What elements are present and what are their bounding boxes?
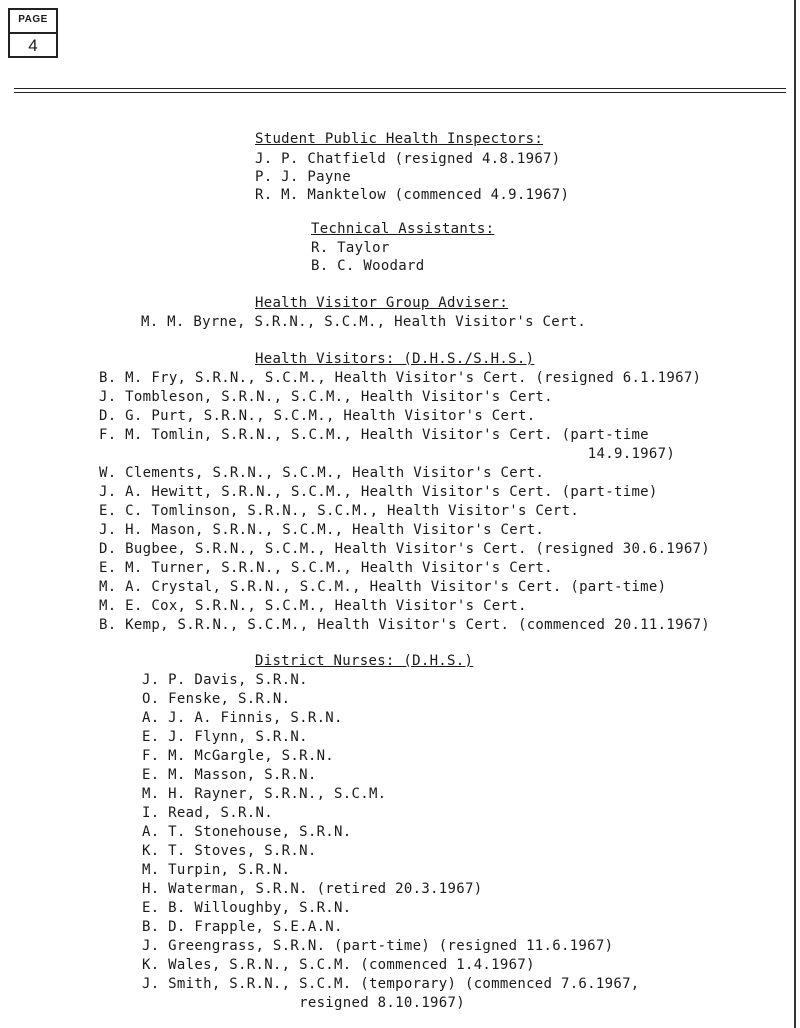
list-item: M. M. Byrne, S.R.N., S.C.M., Health Visitor's Cert.	[141, 314, 587, 330]
list-item: J. H. Mason, S.R.N., S.C.M., Health Visitor's Cert.	[99, 522, 545, 538]
list-item: F. M. McGargle, S.R.N.	[142, 748, 335, 764]
technical-assistants-heading: Technical Assistants:	[311, 221, 495, 237]
page-box-divider	[10, 32, 56, 34]
right-edge-rule	[794, 0, 796, 1028]
list-item: J. P. Chatfield (resigned 4.8.1967)	[255, 151, 561, 167]
page-label: PAGE	[18, 14, 48, 25]
list-item: J. Greengrass, S.R.N. (part-time) (resigned 11.6.1967)	[142, 938, 614, 954]
list-item: R. M. Manktelow (commenced 4.9.1967)	[255, 187, 570, 203]
list-item: 14.9.1967)	[99, 446, 676, 462]
list-item: D. Bugbee, S.R.N., S.C.M., Health Visitor's Cert. (resigned 30.6.1967)	[99, 541, 711, 557]
list-item: J. Tombleson, S.R.N., S.C.M., Health Visitor's Cert.	[99, 389, 553, 405]
list-item: K. T. Stoves, S.R.N.	[142, 843, 317, 859]
top-rule-second	[14, 92, 786, 93]
student-inspectors-heading: Student Public Health Inspectors:	[255, 131, 544, 147]
page-number: 4	[28, 36, 38, 55]
list-item: A. J. A. Finnis, S.R.N.	[142, 710, 343, 726]
list-item: R. Taylor	[311, 240, 390, 256]
group-adviser-heading: Health Visitor Group Adviser:	[255, 295, 509, 311]
list-item: E. C. Tomlinson, S.R.N., S.C.M., Health Visitor's Cert.	[99, 503, 580, 519]
district-nurses-heading: District Nurses: (D.H.S.)	[255, 653, 474, 669]
list-item: M. Turpin, S.R.N.	[142, 862, 291, 878]
list-item: O. Fenske, S.R.N.	[142, 691, 291, 707]
list-item: J. Smith, S.R.N., S.C.M. (temporary) (commenced 7.6.1967,	[142, 976, 640, 992]
list-item: resigned 8.10.1967)	[142, 995, 465, 1011]
list-item: H. Waterman, S.R.N. (retired 20.3.1967)	[142, 881, 483, 897]
list-item: M. H. Rayner, S.R.N., S.C.M.	[142, 786, 387, 802]
list-item: J. A. Hewitt, S.R.N., S.C.M., Health Visitor's Cert. (part-time)	[99, 484, 658, 500]
list-item: P. J. Payne	[255, 169, 352, 185]
list-item: A. T. Stonehouse, S.R.N.	[142, 824, 352, 840]
list-item: F. M. Tomlin, S.R.N., S.C.M., Health Visitor's Cert. (part-time	[99, 427, 649, 443]
list-item: B. Kemp, S.R.N., S.C.M., Health Visitor's Cert. (commenced 20.11.1967)	[99, 617, 711, 633]
list-item: K. Wales, S.R.N., S.C.M. (commenced 1.4.1967)	[142, 957, 535, 973]
top-rule	[14, 88, 786, 89]
list-item: E. B. Willoughby, S.R.N.	[142, 900, 352, 916]
list-item: E. M. Masson, S.R.N.	[142, 767, 317, 783]
list-item: M. A. Crystal, S.R.N., S.C.M., Health Visitor's Cert. (part-time)	[99, 579, 667, 595]
list-item: D. G. Purt, S.R.N., S.C.M., Health Visitor's Cert.	[99, 408, 536, 424]
list-item: B. D. Frapple, S.E.A.N.	[142, 919, 343, 935]
list-item: B. C. Woodard	[311, 258, 425, 274]
page-number-box	[8, 8, 58, 58]
health-visitors-heading: Health Visitors: (D.H.S./S.H.S.)	[255, 351, 535, 367]
list-item: B. M. Fry, S.R.N., S.C.M., Health Visitor's Cert. (resigned 6.1.1967)	[99, 370, 702, 386]
list-item: E. J. Flynn, S.R.N.	[142, 729, 308, 745]
list-item: E. M. Turner, S.R.N., S.C.M., Health Visitor's Cert.	[99, 560, 553, 576]
list-item: I. Read, S.R.N.	[142, 805, 273, 821]
list-item: W. Clements, S.R.N., S.C.M., Health Visitor's Cert.	[99, 465, 545, 481]
list-item: J. P. Davis, S.R.N.	[142, 672, 308, 688]
list-item: M. E. Cox, S.R.N., S.C.M., Health Visitor's Cert.	[99, 598, 527, 614]
